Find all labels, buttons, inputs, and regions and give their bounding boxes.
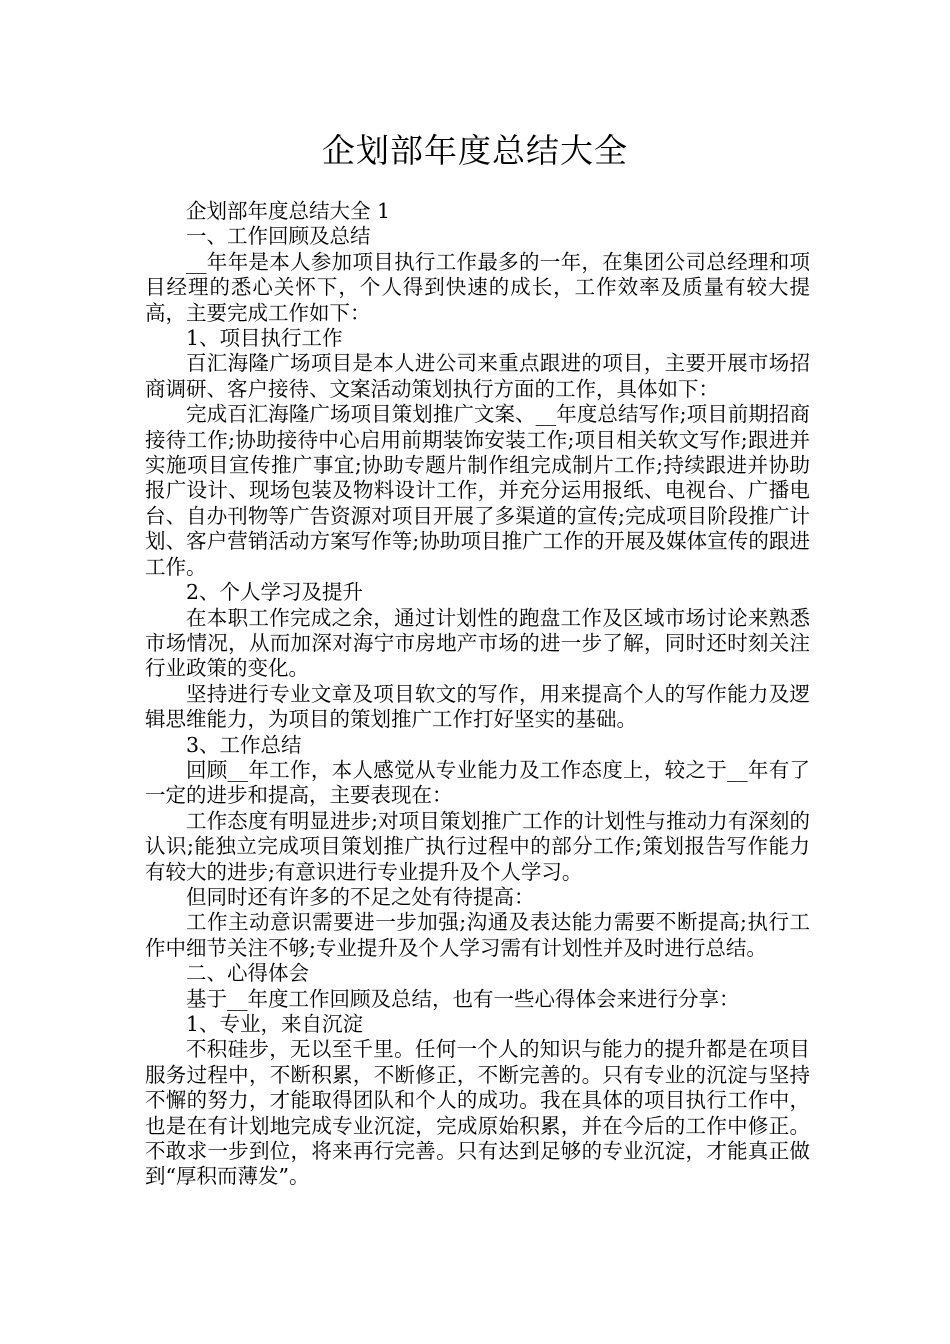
paragraph: 但同时还有许多的不足之处有待提高： (186, 884, 535, 909)
subsection-heading: 3、工作总结 (186, 732, 302, 757)
paragraph: 工作态度有明显进步;对项目策划推广工作的计划性与推动力有深刻的认识;能独立完成项目策划推广执行过程中的部分工作;策划报告写作能力有较大的进步;有意识进行专业提升及个人学习。 (145, 808, 810, 884)
section-heading: 企划部年度总结大全 1 (186, 199, 391, 223)
subsection-heading: 1、项目执行工作 (186, 326, 343, 351)
chapter-heading: 二、心得体会 (186, 961, 309, 986)
paragraph: 不积硅步，无以至千里。任何一个人的知识与能力的提升都是在项目服务过程中，不断积累，不断修正，不断完善的。只有专业的沉淀与坚持不懈的努力，才能取得团队和个人的成功。我在具体的项目执行工作中，也是在有计划地完成专业沉淀，完成原始积累，并在今后的工作中修正。不敢求一步到位，将来再行完善。只有达到足够的专业沉淀，才能真正做到“厚积而薄发”。 (145, 1037, 810, 1189)
paragraph: 完成百汇海隆广场项目策划推广文案、__年度总结写作;项目前期招商接待工作;协助接待中心启用前期装饰安装工作;项目相关软文写作;跟进并实施项目宣传推广事宜;协助专题片制作组完成制片工作;持续跟进并协助报广设计、现场包装及物料设计工作，并充分运用报纸、电视台、广播电台、自办刊物等广告资源对项目开展了多渠道的宣传;完成项目阶段推广计划、客户营销活动方案写作等;协助项目推广工作的开展及媒体宣传的跟进工作。 (145, 402, 810, 579)
subsection-heading: 2、个人学习及提升 (186, 580, 364, 605)
document-body (145, 199, 810, 1190)
paragraph: 坚持进行专业文章及项目软文的写作，用来提高个人的写作能力及逻辑思维能力，为项目的策划推广工作打好坚实的基础。 (145, 681, 810, 732)
subsection-heading: 1、专业，来自沉淀 (186, 1012, 364, 1036)
paragraph: __年年是本人参加项目执行工作最多的一年，在集团公司总经理和项目经理的悉心关怀下，个人得到快速的成长，工作效率及质量有较大提高，主要完成工作如下： (145, 249, 810, 325)
paragraph: 在本职工作完成之余，通过计划性的跑盘工作及区域市场讨论来熟悉市场情况，从而加深对海宁市房地产市场的进一步了解，同时还时刻关注行业政策的变化。 (145, 605, 810, 681)
document-title: 企划部年度总结大全 (322, 131, 628, 170)
paragraph: 基于__年度工作回顾及总结，也有一些心得体会来进行分享： (186, 986, 740, 1011)
paragraph: 百汇海隆广场项目是本人进公司来重点跟进的项目，主要开展市场招商调研、客户接待、文案活动策划执行方面的工作，具体如下： (145, 351, 810, 401)
paragraph: 工作主动意识需要进一步加强;沟通及表达能力需要不断提高;执行工作中细节关注不够;专业提升及个人学习需有计划性并及时进行总结。 (145, 910, 810, 960)
chapter-heading: 一、工作回顾及总结 (186, 224, 371, 249)
paragraph: 回顾__年工作，本人感觉从专业能力及工作态度上，较之于__年有了一定的进步和提高，主要表现在： (145, 757, 810, 808)
